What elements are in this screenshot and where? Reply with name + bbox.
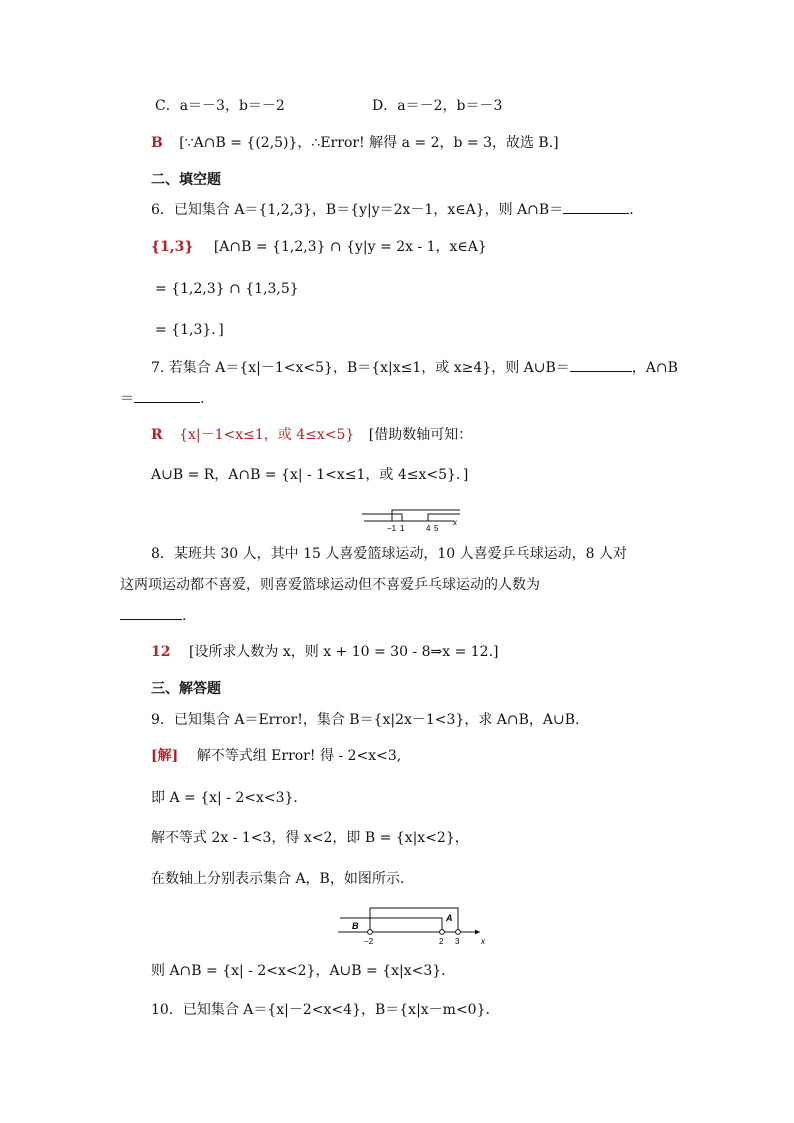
- q7-set-b-left-bracket: [362, 514, 402, 521]
- q7-note: [借助数轴可知：: [368, 427, 473, 443]
- q7-label-neg1: −1: [387, 524, 397, 532]
- q7-blank-union: [570, 359, 632, 372]
- q8-blank: [120, 607, 182, 620]
- q9-axis-arrow: [475, 930, 480, 935]
- q8-answer-row: [151, 642, 499, 662]
- q7-label-1: 1: [400, 524, 405, 532]
- q8-explanation: [设所求人数为 x，则 x + 10 = 30 - 8⇒x = 12.]: [188, 644, 499, 660]
- q7-solution-line2: A∪B = R，A∩B = {x| - 1<x≤1，或 4≤x<5}．]: [151, 467, 469, 483]
- q9-stem: 9．已知集合 A＝Error!，集合 B＝{x|2x－1<3}，求 A∩B，A∪B.: [151, 712, 580, 728]
- q7-answer-r: R: [151, 427, 163, 443]
- q6-answer: {1,3}: [151, 239, 194, 255]
- q9-point-3: [456, 930, 461, 935]
- q5-answer-letter: B: [151, 135, 163, 151]
- q8-blank-end: .: [182, 608, 187, 624]
- q7-stem-mid: ，A∩B: [631, 360, 678, 376]
- q6-stem: [151, 200, 634, 220]
- q8-stem-line2: 这两项运动都不喜爱，则喜爱篮球运动但不喜爱乒乓球运动的人数为: [120, 577, 540, 593]
- q8-blank-row: [120, 606, 186, 626]
- q9-label-2: 2: [439, 937, 444, 946]
- q7-label-5: 5: [434, 524, 439, 532]
- q7-stem-cont-text: ＝: [120, 391, 134, 407]
- q9-number-line-figure: [338, 904, 490, 946]
- q6-solution-line1: [A∩B = {1,2,3} ∩ {y|y = 2x - 1，x∈A}: [213, 239, 487, 255]
- option-c: C．a＝－3，b＝－2: [155, 98, 285, 114]
- q9-solution-line5: 则 A∩B = {x| - 2<x<2}，A∪B = {x|x<3}.: [151, 963, 446, 979]
- q8-answer: 12: [151, 644, 171, 660]
- q9-label-x: x: [481, 937, 485, 946]
- q9-set-a-bracket: [370, 908, 458, 932]
- q6-blank: [563, 201, 629, 214]
- q5-answer-row: [151, 133, 559, 153]
- q9-solution-line3: 解不等式 2x - 1<3，得 x<2，即 B = {x|x<2}，: [151, 830, 469, 846]
- q9-label-3: 3: [455, 937, 460, 946]
- q5-explanation: [∵A∩B = {(2,5)}，∴Error! 解得 a = 2，b = 3，故选 B.]: [179, 135, 559, 151]
- q9-solution-line2: 即 A = {x| - 2<x<3}．: [151, 790, 308, 806]
- q7-blank-end: .: [200, 391, 205, 407]
- q6-answer-row: [151, 237, 487, 257]
- q7-number-line-figure: [362, 500, 462, 532]
- q7-stem-text: 7. 若集合 A＝{x|－1<x<5}，B＝{x|x≤1，或 x≥4}，则 A∪B＝: [151, 360, 570, 376]
- section-title-fill-blank: 二、填空题: [151, 172, 221, 188]
- q9-point-2: [440, 930, 445, 935]
- q9-solution-row1: [151, 746, 401, 766]
- option-d: D．a＝－2，b＝－3: [372, 98, 503, 114]
- q9-solution-line1: 解不等式组 Error! 得 - 2<x<3,: [196, 748, 402, 764]
- q7-label-x: x: [453, 518, 457, 527]
- q7-blank-intersection: [134, 390, 200, 403]
- q8-stem-line1: 8．某班共 30 人，其中 15 人喜爱篮球运动，10 人喜爱乒乓球运动，8 人对: [151, 546, 627, 562]
- q9-label-b: B: [352, 921, 359, 931]
- q9-solution-tag: [解]: [151, 748, 179, 764]
- q6-blank-end: .: [629, 202, 634, 218]
- q9-point-neg2: [368, 930, 373, 935]
- q7-label-4: 4: [426, 524, 431, 532]
- q7-stem: [151, 358, 678, 378]
- q10-stem: 10．已知集合 A＝{x|－2<x<4}，B＝{x|x－m<0}.: [151, 1002, 490, 1018]
- section-title-solve: 三、解答题: [151, 681, 221, 697]
- q7-stem-cont: [120, 389, 204, 409]
- q6-stem-text: 6．已知集合 A＝{1,2,3}，B＝{y|y＝2x－1，x∈A}，则 A∩B＝: [151, 202, 564, 218]
- q9-label-a: A: [446, 913, 453, 923]
- q6-solution-line2: = {1,2,3} ∩ {1,3,5}: [155, 281, 299, 297]
- q9-label-neg2: −2: [364, 937, 374, 946]
- q7-answer-set: {x|－1<x≤1，或 4≤x<5}: [179, 427, 355, 443]
- q7-answer-row: [151, 425, 472, 445]
- q6-solution-line3: = {1,3}．]: [155, 322, 224, 338]
- q9-solution-line4: 在数轴上分别表示集合 A，B，如图所示.: [151, 871, 405, 887]
